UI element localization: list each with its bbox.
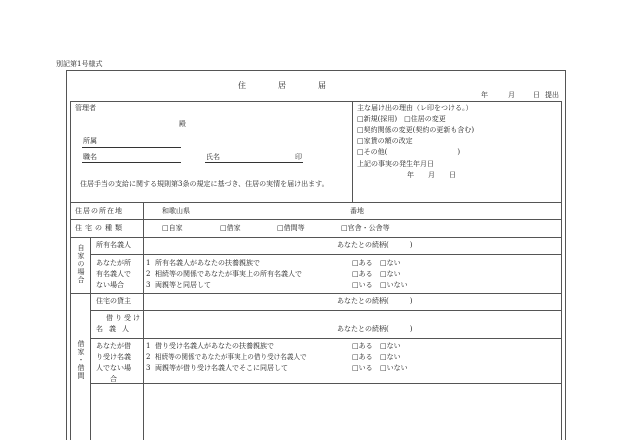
own-case-line-3: ない場合: [96, 281, 124, 289]
frame-left: [66, 70, 67, 440]
housing-option-rent-house[interactable]: □借家: [220, 224, 241, 232]
reason-item-4[interactable]: □その他( ): [357, 148, 461, 156]
frame-right: [565, 70, 566, 440]
own-item-text: 相続等の関係であなたが事実上の所有名義人で: [155, 270, 302, 278]
housing-type-label: 住宅の種類: [75, 224, 125, 232]
own-item-option-b[interactable]: □ない: [380, 259, 401, 267]
own-case-line-1: あなたが所: [96, 259, 131, 267]
rental-item-no: 3: [146, 364, 151, 372]
date-day: 日: [533, 91, 540, 99]
own-item-text: 両親等と同居して: [155, 281, 211, 289]
form-label: 別記第1号様式: [56, 60, 103, 68]
lender-label: 住宅の貸主: [96, 297, 131, 305]
rental-divider-2: [90, 338, 562, 339]
header-divider: [352, 101, 353, 202]
rental-case-line-3: 人でない場: [96, 364, 131, 372]
housing-option-official[interactable]: □官舎・公舎等: [341, 224, 390, 232]
honorific: 殿: [179, 120, 186, 128]
rental-case-line-2: り受け名義: [96, 353, 131, 361]
reason-item-2[interactable]: □契約関係の変更(契約の更新も含む): [357, 126, 475, 134]
own-item-no: 2: [146, 270, 151, 278]
row-divider-2: [70, 219, 562, 220]
rental-item-option-a[interactable]: □ある: [352, 353, 373, 361]
own-case-line-2: 有名義人で: [96, 270, 131, 278]
seal-label: 印: [295, 153, 302, 161]
residence-lot: 番地: [350, 207, 364, 215]
reason-item-1[interactable]: □新規(採用) □住居の変更: [357, 115, 446, 123]
own-item-option-b[interactable]: □ない: [380, 270, 401, 278]
rental-group-label: 借家・借間: [77, 340, 85, 380]
lender-relation: あなたとの続柄( ): [337, 297, 413, 305]
rental-divider-1: [90, 310, 562, 311]
own-item-no: 3: [146, 281, 151, 289]
own-item-text: 所有名義人があなたの扶養親族で: [155, 259, 260, 267]
name-label: 氏名: [206, 153, 220, 161]
statement: 住居手当の支給に関する規則第3条の規定に基づき、住居の実情を届け出ます。: [80, 180, 329, 188]
rental-item-no: 2: [146, 353, 151, 361]
owner-relation: あなたとの続柄( ): [337, 241, 413, 249]
rental-item-text: 借り受け名義人があなたの扶養親族で: [155, 342, 274, 350]
date-month: 月: [508, 91, 515, 99]
frame-top: [66, 70, 566, 71]
label-col-divider: [143, 202, 144, 300]
form-title: 住 居 届: [238, 81, 328, 90]
own-item-option-b[interactable]: □いない: [380, 281, 408, 289]
rental-item-text: 両親等が借り受け名義人でそこに同居して: [155, 364, 288, 372]
occurred-label: 上記の事実の発生年月日: [357, 160, 434, 168]
occurred-date: 年 月 日: [407, 171, 456, 179]
tenant-label-line-1: 借り受け: [106, 314, 142, 322]
affiliation-label: 所属: [83, 137, 97, 145]
rental-item-option-b[interactable]: □いない: [380, 364, 408, 372]
date-submit: 提出: [545, 91, 559, 99]
own-item-option-a[interactable]: □いる: [352, 281, 373, 289]
position-label: 職名: [83, 153, 97, 161]
rental-case-line-1: あなたが借: [96, 342, 131, 350]
table-right: [561, 101, 562, 440]
rental-item-option-b[interactable]: □ない: [380, 353, 401, 361]
manager-label: 管理者: [75, 104, 96, 112]
rental-col-divider: [143, 293, 144, 440]
own-item-option-a[interactable]: □ある: [352, 259, 373, 267]
rental-item-text: 相続等の関係であなたが事実上の借り受け名義人で: [155, 353, 307, 361]
affiliation-line: [82, 147, 181, 148]
rental-item-option-a[interactable]: □いる: [352, 364, 373, 372]
own-divider: [90, 254, 562, 255]
own-item-option-a[interactable]: □ある: [352, 270, 373, 278]
date-year: 年: [481, 91, 488, 99]
reason-item-3[interactable]: □家賃の額の改定: [357, 137, 413, 145]
rental-case-line-4: 合: [110, 375, 117, 383]
reasons-heading: 主な届け出の理由（レ印をつける。）: [357, 104, 473, 112]
rental-item-option-b[interactable]: □ない: [380, 342, 401, 350]
rental-item-no: 1: [146, 342, 151, 350]
row-divider-3: [70, 237, 562, 238]
rental-divider-3: [90, 383, 562, 384]
housing-option-own[interactable]: □自家: [162, 224, 183, 232]
residence-prefecture: 和歌山県: [162, 207, 190, 215]
name-line: [205, 162, 303, 163]
table-top: [70, 101, 562, 102]
housing-option-rent-room[interactable]: □借間等: [277, 224, 305, 232]
own-item-no: 1: [146, 259, 151, 267]
table-left: [70, 101, 71, 440]
owner-label: 所有名義人: [96, 241, 131, 249]
residence-label: 住居の所在地: [75, 207, 123, 215]
position-line: [82, 162, 181, 163]
rental-item-option-a[interactable]: □ある: [352, 342, 373, 350]
tenant-relation: あなたとの続柄( ): [337, 325, 413, 333]
tenant-label-line-2: 名義人: [96, 325, 135, 333]
own-house-group-label: 自家の場合: [77, 244, 85, 284]
